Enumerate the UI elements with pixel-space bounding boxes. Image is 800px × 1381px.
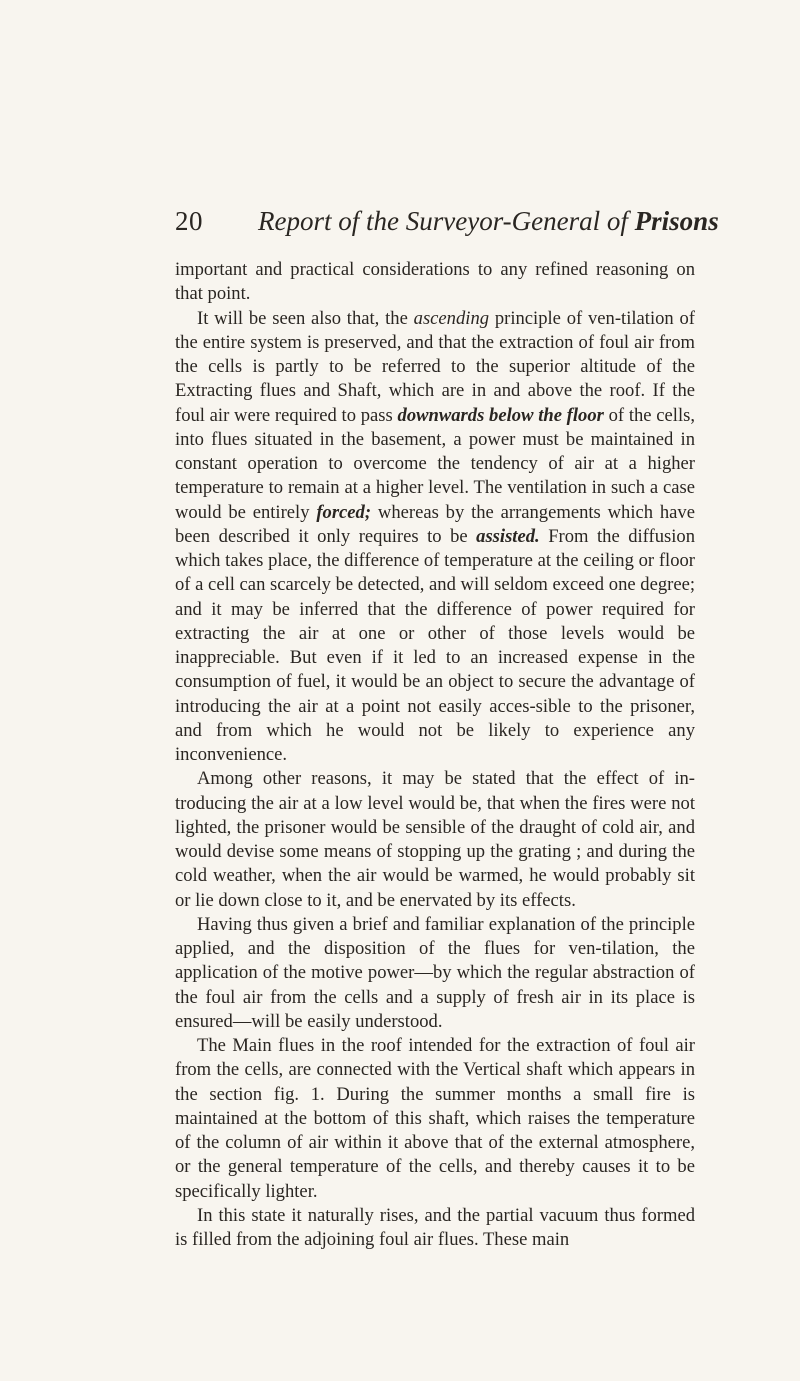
paragraph-4: Having thus given a brief and familiar explanation of the principle applied, and the disposition of the flues for ven-tilation, the application of the motive power—by which the regular abstraction of the foul air from the cells and a supply of fresh air in its place is ensured—will be easily understood. bbox=[175, 913, 695, 1032]
p2-seg1: It will be seen also that, the bbox=[197, 307, 414, 329]
page-number: 20 bbox=[175, 206, 203, 236]
title-report: Report bbox=[258, 206, 332, 236]
title-prisons: Prisons bbox=[634, 206, 719, 236]
p2-seg4: whereas by the arrangements which have been described it only requires to be bbox=[175, 501, 695, 547]
paragraph-2 bbox=[175, 307, 695, 768]
paragraph-6: In this state it naturally rises, and the partial vacuum thus formed is filled from the adjoining foul air flues. These main bbox=[175, 1204, 695, 1250]
paragraph-3: Among other reasons, it may be stated that the effect of in-troducing the air at a low level would be, that when the fires were not lighted, the prisoner would be sensible of the draught of cold air, and would devise some means of stopping up the grating ; and during the cold weather, when the air would be warmed, he would probably sit or lie down close to it, and be enervated by its effects. bbox=[175, 768, 695, 911]
title-of-the: of the bbox=[338, 206, 399, 236]
paragraph-5: The Main flues in the roof intended for the extraction of foul air from the cells, are connected with the Vertical shaft which appears in the section fig. 1. During the summer months a small fire is maintained at the bottom of this shaft, which raises the temperature of the column of air within it above that of the external atmosphere, or the general temperature of the cells, and thereby causes it to be specifically lighter. bbox=[175, 1035, 695, 1202]
paragraph-1: important and practical considerations to any refined reasoning on that point. bbox=[175, 259, 695, 305]
p2-em-assisted: assisted. bbox=[476, 525, 540, 547]
p2-seg3: of the cells, into flues situated in the basement, a power must be maintained in constant operation to overcome the tendency of air at a higher temperature to remain at a higher level. The ventilation in such a case would be entirely bbox=[175, 404, 695, 523]
running-header bbox=[175, 206, 719, 246]
p2-em-ascending: ascending bbox=[413, 307, 490, 329]
p2-em-downwards: downwards below the floor bbox=[397, 404, 604, 426]
body-text bbox=[175, 258, 695, 1252]
title-of: of bbox=[606, 206, 628, 236]
running-title bbox=[258, 206, 719, 237]
title-surveyor-general: Surveyor-General bbox=[405, 206, 601, 236]
p2-em-forced: forced; bbox=[316, 501, 372, 523]
p2-seg2: principle of ven-tilation of the entire system is preserved, and that the extraction of foul air from the cells is partly to be referred to the superior altitude of the Extracting flues and Shaft, which are in and above the roof. If the foul air were required to pass bbox=[175, 307, 696, 426]
p2-seg5: From the diffusion which takes place, the difference of temperature at the ceiling or floor of a cell can scarcely be detected, and will seldom exceed one degree; and it may be inferred that the difference of power required for extracting the air at one or other of those levels would be inappreciable. But even if it led to an increased expense in the consumption of fuel, it would be an object to secure the advantage of introducing the air at a point not easily acces-sible to the prisoner, and from which he would not be likely to experience any inconvenience. bbox=[175, 525, 695, 765]
